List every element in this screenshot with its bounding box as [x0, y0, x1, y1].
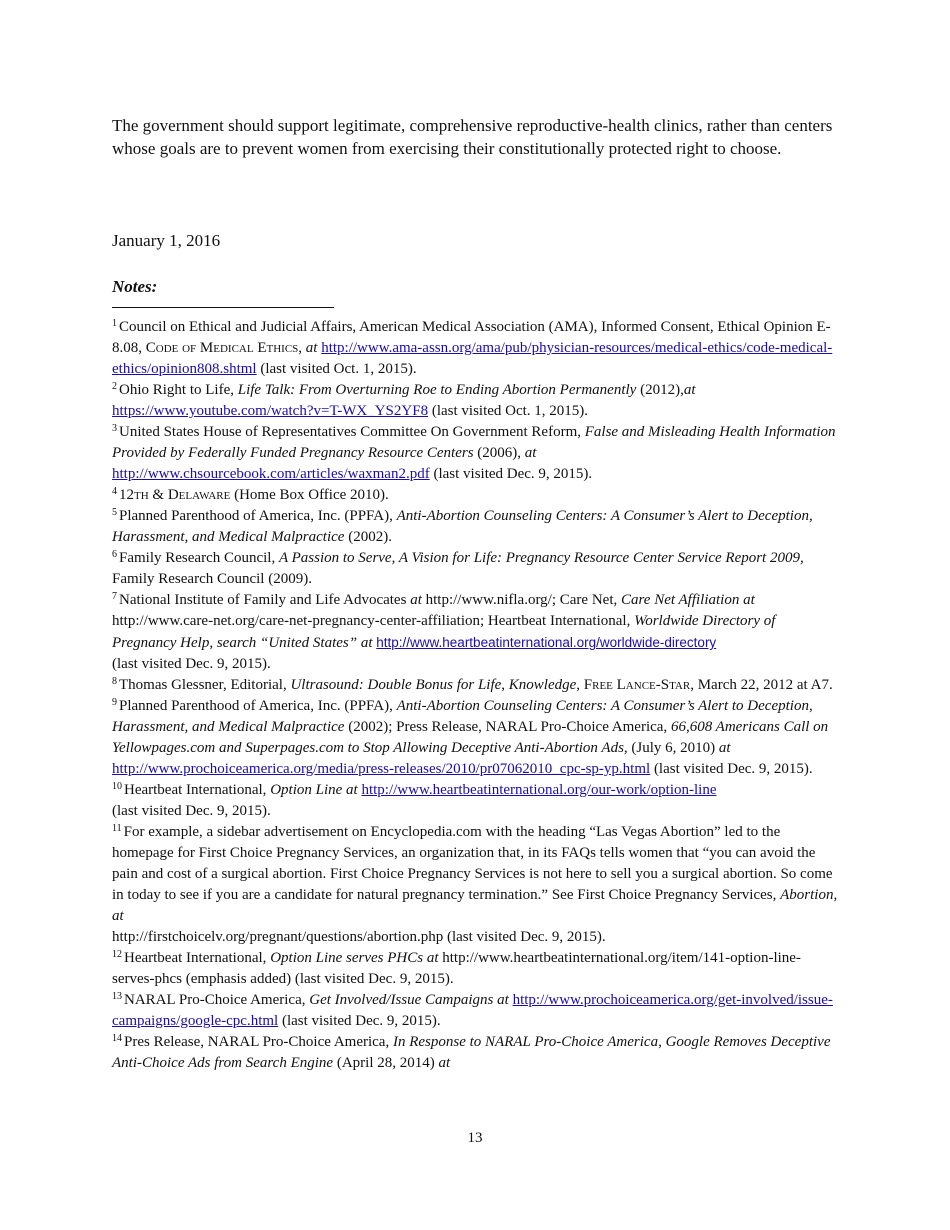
footnote-text: ,	[576, 677, 584, 693]
footnote-number: 9	[112, 697, 117, 708]
footnote-italic: Care Net Affiliation at	[621, 592, 755, 608]
footnote-text: National Institute of Family and Life Advocates	[119, 592, 411, 608]
footnote-text: , (July 6, 2010)	[623, 740, 719, 756]
footnote-italic: Anti-Abortion Counseling Centers: A Consumer’s Alert to Deception, Harassment, and Medical Malpractice	[112, 698, 813, 735]
footnote-italic: Anti-Abortion Counseling Centers: A Consumer’s Alert to Deception, Harassment, and Medical Malpractice	[112, 508, 813, 545]
footnote-13	[112, 990, 838, 1032]
footnote-number: 14	[112, 1033, 122, 1044]
footnote-number: 13	[112, 991, 122, 1002]
footnote-text: (last visited Oct. 1, 2015).	[256, 361, 417, 377]
footnote-text: , March 22, 2012 at A7.	[690, 677, 833, 693]
page-number: 13	[467, 1130, 483, 1146]
footnote-5	[112, 506, 838, 548]
footnote-link[interactable]: http://www.ama-assn.org/ama/pub/physician-resources/medical-ethics/code-medical-ethics/opinion808.shtml	[112, 340, 833, 377]
footnote-text: (2012),	[636, 382, 684, 398]
footnote-italic: at	[410, 592, 422, 608]
footnote-text: (last visited Dec. 9, 2015).	[112, 803, 271, 819]
footnote-number: 7	[112, 591, 117, 602]
footnote-12	[112, 948, 838, 990]
footnote-2	[112, 380, 838, 422]
footnote-italic: Abortion	[780, 887, 834, 903]
footnote-number: 5	[112, 507, 117, 518]
footnote-text: (last visited Oct. 1, 2015).	[428, 403, 589, 419]
footnote-text: http://firstchoicelv.org/pregnant/questions/abortion.php (last visited Dec. 9, 2015).	[112, 929, 606, 945]
footnote-text: (2002).	[344, 529, 392, 545]
footnote-link[interactable]: http://www.heartbeatinternational.org/our-work/option-line	[361, 782, 717, 798]
footnote-smallcaps: Free Lance-Star	[583, 677, 691, 693]
footnote-text: ,	[298, 340, 306, 356]
footnote-italic: Life Talk: From Overturning Roe to Ending Abortion Permanently	[237, 382, 637, 398]
footnote-10	[112, 780, 838, 822]
footnote-smallcaps: Code of Medical Ethics	[145, 340, 299, 356]
footnote-italic: Worldwide Directory of Pregnancy Help, search “United States” at	[112, 613, 776, 651]
footnote-text: http://www.heartbeatinternational.org/item/141-option-line-serves-phcs (emphasis added) (last visited Dec. 9, 2015).	[112, 950, 801, 987]
footnote-link[interactable]: https://www.youtube.com/watch?v=T-WX_YS2YF8	[112, 403, 429, 419]
footnote-number: 6	[112, 549, 117, 560]
body-paragraph: The government should support legitimate, comprehensive reproductive-health clinics, rather than centers whose goals are to prevent women from exercising their constitutionally protected right to choose.	[112, 116, 833, 158]
footnote-text: (April 28, 2014)	[333, 1055, 439, 1071]
footnote-text: (last visited Dec. 9, 2015).	[278, 1013, 441, 1029]
footnote-separator	[112, 307, 334, 308]
footnote-9	[112, 696, 838, 780]
footnote-number: 2	[112, 381, 117, 392]
footnote-italic: at	[718, 740, 731, 756]
footnote-text: (Home Box Office 2010).	[230, 487, 389, 503]
footnote-italic: at	[683, 382, 696, 398]
footnote-italic: Ultrasound: Double Bonus for Life, Knowledge	[290, 677, 577, 693]
footnote-8	[112, 675, 838, 696]
footnote-text: (last visited Dec. 9, 2015).	[112, 656, 271, 672]
footnote-italic: In Response to NARAL Pro-Choice America, Google Removes Deceptive Anti-Choice Ads from Search Engine	[112, 1034, 831, 1071]
footnote-italic: False and Misleading Health Information Provided by Federally Funded Pregnancy Resource Centers	[112, 424, 836, 461]
footnote-14	[112, 1032, 838, 1074]
footnote-number: 11	[112, 823, 122, 834]
footnote-text: For example, a sidebar advertisement on Encyclopedia.com with the heading “Las Vegas Abortion” led to the homepage for First Choice Pregnancy Services, an organization that, in its FAQs tells women that “you can avoid the pain and cost of a surgical abortion. First Choice Pregnancy Services is not here to sell you a surgical abortion. So come in today to see if you are a candidate for natural pregnancy termination.” See First Choice Pregnancy Services,	[112, 824, 833, 903]
footnote-italic: at	[305, 340, 318, 356]
footnote-link[interactable]: http://www.prochoiceamerica.org/get-involved/issue-campaigns/google-cpc.html	[112, 992, 833, 1029]
footnote-text: ,	[833, 887, 838, 903]
footnote-text: http://www.care-net.org/care-net-pregnancy-center-affiliation; Heartbeat International,	[112, 613, 635, 629]
footnote-link[interactable]: http://www.heartbeatinternational.org/worldwide-directory	[376, 635, 717, 650]
footnote-italic: A Passion to Serve, A Vision for Life: Pregnancy Resource Center Service Report 2009,	[278, 550, 804, 566]
footnote-italic: Option Line at	[270, 782, 358, 798]
footnote-text: Family Research Council (2009).	[112, 571, 312, 587]
footnote-text: United States House of Representatives Committee On Government Reform,	[119, 424, 585, 440]
footnote-text: (2006),	[473, 445, 525, 461]
footnote-italic: at	[112, 908, 124, 924]
footnote-text: Heartbeat International,	[124, 950, 271, 966]
footnote-text: http://www.nifla.org/; Care Net,	[421, 592, 621, 608]
footnote-text: Planned Parenthood of America, Inc. (PPFA),	[119, 508, 397, 524]
footnote-3	[112, 422, 838, 485]
notes-heading: Notes:	[112, 277, 158, 296]
footnote-4	[112, 485, 838, 506]
footnote-number: 12	[112, 949, 122, 960]
footnote-italic: Get Involved/Issue Campaigns at	[309, 992, 509, 1008]
footnote-link[interactable]: http://www.prochoiceamerica.org/media/press-releases/2010/pr07062010_cpc-sp-yp.html	[112, 761, 651, 777]
footnote-11	[112, 822, 838, 948]
footnote-7	[112, 590, 838, 675]
footnote-link[interactable]: http://www.chsourcebook.com/articles/waxman2.pdf	[112, 466, 430, 482]
document-date: January 1, 2016	[112, 231, 221, 250]
footnote-text: (last visited Dec. 9, 2015).	[429, 466, 593, 482]
footnote-text: (2002); Press Release, NARAL Pro-Choice America,	[344, 719, 671, 735]
footnote-text: (last visited Dec. 9, 2015).	[650, 761, 813, 777]
footnote-text: Planned Parenthood of America, Inc. (PPFA),	[119, 698, 397, 714]
footnote-number: 3	[112, 423, 117, 434]
footnote-text: Family Research Council,	[119, 550, 279, 566]
footnote-italic: at	[438, 1055, 451, 1071]
footnote-text: NARAL Pro-Choice America,	[124, 992, 310, 1008]
footnote-italic: Option Line serves PHCs at	[270, 950, 439, 966]
footnote-number: 10	[112, 781, 122, 792]
footnote-number: 4	[112, 486, 117, 497]
footnote-text: Heartbeat International,	[124, 782, 271, 798]
footnote-italic: at	[524, 445, 537, 461]
footnotes-list	[112, 317, 838, 1074]
footnote-text: Council on Ethical and Judicial Affairs, American Medical Association (AMA), Informed Consent, Ethical Opinion E-8.08,	[112, 319, 831, 356]
footnote-italic: 66,608 Americans Call on Yellowpages.com and Superpages.com to Stop Allowing Deceptive Anti-Abortion Ads	[112, 719, 829, 756]
footnote-text: Pres Release, NARAL Pro-Choice America,	[124, 1034, 393, 1050]
footnote-text: Ohio Right to Life,	[119, 382, 238, 398]
footnote-number: 1	[112, 318, 117, 329]
footnote-number: 8	[112, 676, 117, 687]
footnote-1	[112, 317, 838, 380]
footnote-text: Thomas Glessner, Editorial,	[119, 677, 291, 693]
footnote-smallcaps: 12th & Delaware	[119, 487, 231, 503]
footnote-6	[112, 548, 838, 590]
